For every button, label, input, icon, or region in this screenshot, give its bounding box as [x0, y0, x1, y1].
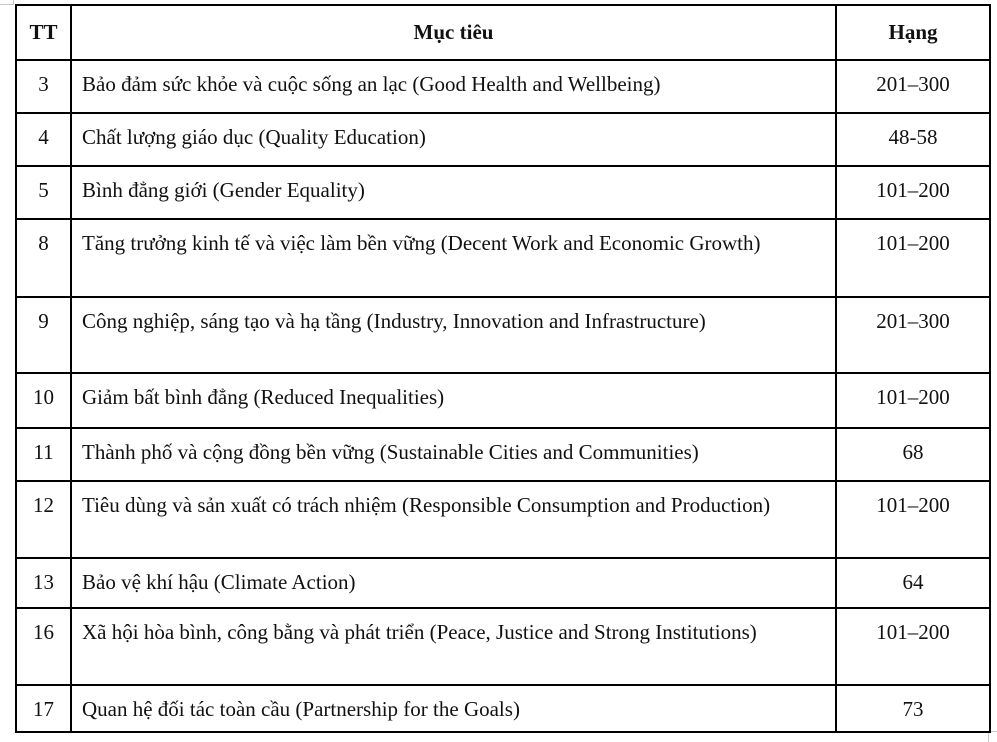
header-goal: Mục tiêu	[71, 5, 836, 60]
cell-tt: 11	[16, 428, 71, 481]
cell-rank: 101–200	[836, 219, 990, 297]
cell-rank: 73	[836, 685, 990, 732]
table-header-row	[16, 5, 990, 60]
cell-goal: Chất lượng giáo dục (Quality Education)	[71, 113, 836, 166]
cell-goal: Bảo đảm sức khỏe và cuộc sống an lạc (Good Health and Wellbeing)	[71, 60, 836, 113]
page-corner-mark-top-left	[0, 0, 14, 5]
cell-goal: Quan hệ đối tác toàn cầu (Partnership for the Goals)	[71, 685, 836, 732]
cell-goal: Bình đẳng giới (Gender Equality)	[71, 166, 836, 219]
cell-goal: Bảo vệ khí hậu (Climate Action)	[71, 558, 836, 608]
cell-tt: 5	[16, 166, 71, 219]
cell-rank: 101–200	[836, 608, 990, 685]
table-row	[16, 219, 990, 297]
cell-rank: 48-58	[836, 113, 990, 166]
cell-goal: Tiêu dùng và sản xuất có trách nhiệm (Responsible Consumption and Production)	[71, 481, 836, 558]
table-row	[16, 685, 990, 732]
table-row	[16, 373, 990, 428]
cell-rank: 201–300	[836, 297, 990, 373]
cell-rank: 68	[836, 428, 990, 481]
table-row	[16, 297, 990, 373]
cell-rank: 201–300	[836, 60, 990, 113]
header-rank: Hạng	[836, 5, 990, 60]
table-row	[16, 428, 990, 481]
cell-goal: Xã hội hòa bình, công bằng và phát triển (Peace, Justice and Strong Institutions)	[71, 608, 836, 685]
cell-tt: 9	[16, 297, 71, 373]
cell-tt: 8	[16, 219, 71, 297]
cell-rank: 101–200	[836, 373, 990, 428]
table-row	[16, 481, 990, 558]
cell-tt: 4	[16, 113, 71, 166]
header-tt: TT	[16, 5, 71, 60]
table-row	[16, 558, 990, 608]
cell-goal: Thành phố và cộng đồng bền vững (Sustainable Cities and Communities)	[71, 428, 836, 481]
cell-tt: 3	[16, 60, 71, 113]
cell-goal: Công nghiệp, sáng tạo và hạ tầng (Industry, Innovation and Infrastructure)	[71, 297, 836, 373]
cell-goal: Tăng trưởng kinh tế và việc làm bền vững (Decent Work and Economic Growth)	[71, 219, 836, 297]
cell-tt: 10	[16, 373, 71, 428]
cell-rank: 101–200	[836, 166, 990, 219]
table-row	[16, 60, 990, 113]
cell-rank: 101–200	[836, 481, 990, 558]
sdg-ranking-table	[15, 4, 991, 733]
table-row	[16, 608, 990, 685]
cell-tt: 17	[16, 685, 71, 732]
cell-tt: 16	[16, 608, 71, 685]
cell-tt: 12	[16, 481, 71, 558]
table-row	[16, 113, 990, 166]
cell-tt: 13	[16, 558, 71, 608]
table-row	[16, 166, 990, 219]
cell-goal: Giảm bất bình đẳng (Reduced Inequalities)	[71, 373, 836, 428]
cell-rank: 64	[836, 558, 990, 608]
